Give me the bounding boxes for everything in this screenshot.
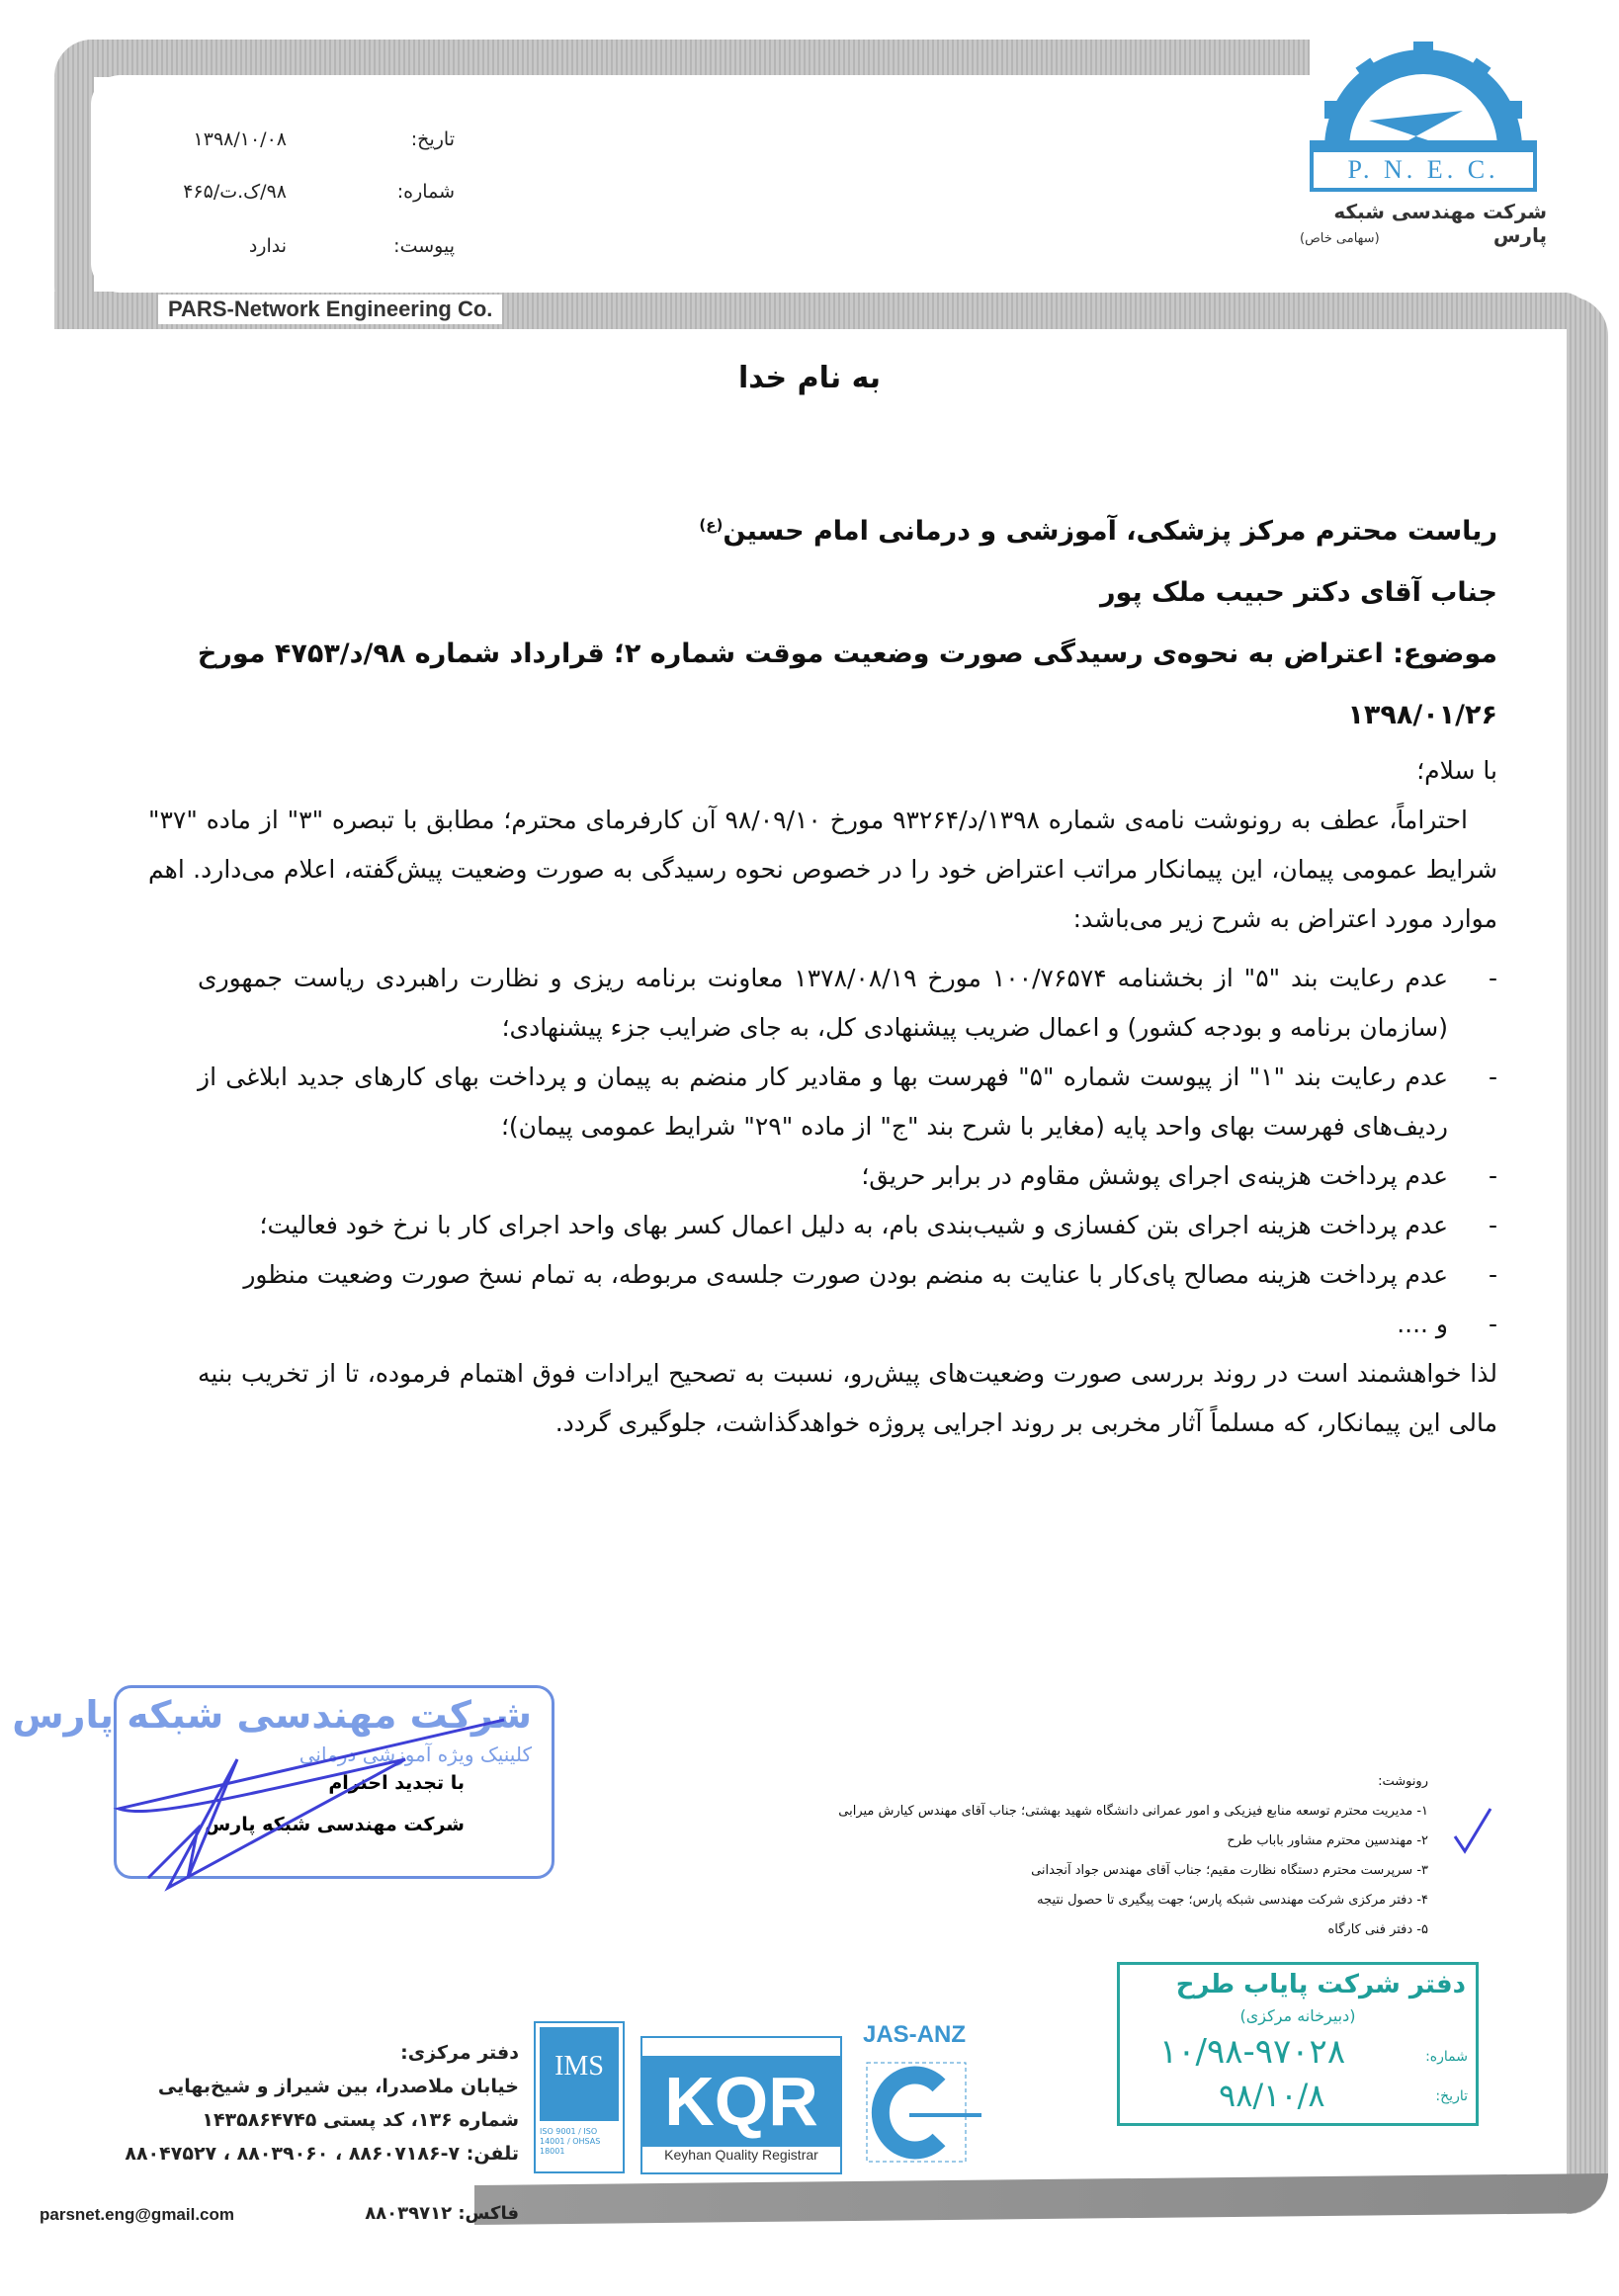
recipient-honorific: (ع) (699, 516, 724, 534)
page-frame-right (1567, 297, 1608, 2214)
number-value: ۹۸/ک.ت/۴۶۵ (183, 181, 287, 203)
cc-item: ۳- سرپرست محترم دستگاه نظارت مقیم؛ جناب آقای مهندس جواد آنجدانی (1031, 1863, 1428, 1878)
phone-numbers: تلفن: ۷-۸۸۶۰۷۱۸۶ ، ۸۸۰۳۹۰۶۰ ، ۸۸۰۴۷۵۲۷ (125, 2143, 519, 2165)
attachment-label: پیوست: (393, 235, 455, 257)
objection-list (148, 954, 1497, 1349)
kqr-sublabel: Keyhan Quality Registrar (664, 2147, 818, 2163)
company-type: (سهامی خاص) (1300, 231, 1380, 246)
objection-item: - عدم پرداخت هزینه اجرای بتن کفسازی و شیب‌بندی بام، به دلیل اعمال کسر بهای واحد اجرای کار با نرخ خود فعالیت؛ (198, 1201, 1497, 1250)
greeting: با سلام؛ (1416, 756, 1497, 785)
signer-name: شرکت مهندسی شبکه پارس (205, 1814, 465, 1835)
footer-band (474, 2173, 1608, 2225)
cc-list (692, 1767, 1428, 1945)
date-value: ۱۳۹۸/۱۰/۰۸ (193, 128, 287, 150)
office-label: دفتر مرکزی: (400, 2042, 519, 2064)
receiver-date-value: ۹۸/۱۰/۸ (1219, 2077, 1325, 2114)
stamp-line-2: کلینیک ویژه آموزشی درمانی (298, 1743, 532, 1766)
subject-date: ۱۳۹۸/۰۱/۲۶ (1347, 700, 1497, 730)
logo-abbrev: P. N. E. C. (1310, 148, 1537, 192)
subject-line: موضوع: اعتراض به نحوه‌ی رسیدگی صورت وضعیت موقت شماره ۲؛ قرارداد شماره ۹۸/د/۴۷۵۳ مورخ (197, 638, 1497, 669)
objection-item: - عدم پرداخت هزینه‌ی اجرای پوشش مقاوم در برابر حریق؛ (198, 1151, 1497, 1201)
receiver-number-value: ۱۰/۹۸-۹۷۰۲۸ (1159, 2032, 1346, 2072)
intro-paragraph: احتراماً، عطف به رونوشت نامه‌ی شماره ۱۳۹۸/د/۹۳۲۶۴ مورخ ۹۸/۰۹/۱۰ آن کارفرمای محترم؛ مطابق با تبصره "۳" از ماده "۳۷" شرایط عمومی پیمان، این پیمانکار مراتب اعتراض خود را در خصوص نحوه رسیدگی به صورت وضعیت پیش‌گفته، اعلام می‌دارد. اهم موارد مورد اعتراض به شرح زیر می‌باشد: (148, 806, 1497, 933)
receiver-stamp-subtitle: (دبیرخانه مرکزی) (1239, 2006, 1356, 2025)
signature-scribble (109, 1680, 563, 1898)
footer-address (10, 2036, 519, 2170)
date-label: تاریخ: (410, 128, 455, 150)
ims-label: IMS (540, 2027, 619, 2121)
company-name-fa: شرکت مهندسی شبکه پارس (1333, 200, 1547, 247)
email-link[interactable]: parsnet.eng@gmail.com (40, 2205, 235, 2224)
cc-item: ۲- مهندسین محترم مشاور باباب طرح (1227, 1833, 1428, 1848)
receiver-date-label: تاریخ: (1435, 2088, 1468, 2104)
kqr-label: KQR (642, 2056, 840, 2147)
ims-sublabel: ISO 9001 / ISO 14001 / OHSAS 18001 (540, 2127, 601, 2156)
regards-text: با تجدید احترام (328, 1772, 465, 1794)
cc-title: رونوشت: (1378, 1774, 1428, 1789)
cc-item: ۵- دفتر فنی کارگاه (1327, 1922, 1428, 1937)
objection-item: - عدم رعایت بند "۵" از بخشنامه ۱۰۰/۷۶۵۷۴ مورخ ۱۳۷۸/۰۸/۱۹ معاونت برنامه ریزی و نظارت راهبردی ریاست جمهوری (سازمان برنامه و بودجه کشور) و اعمال ضریب پیشنهادی کل، به جای ضرایب جزء پیشنهادی؛ (198, 954, 1497, 1053)
jas-anz-logo (865, 2061, 983, 2169)
fax-number: فاکس: ۸۸۰۳۹۷۱۲ (365, 2203, 519, 2224)
company-logo (1300, 42, 1547, 259)
receiver-stamp-title: دفتر شرکت پایاب طرح (1175, 1970, 1466, 1999)
letter-body (148, 494, 1497, 1448)
checkmark-icon (1453, 1807, 1492, 1856)
ims-certificate-logo (534, 2021, 625, 2173)
bismillah: به نام خدا (737, 361, 882, 395)
address-line-2: شماره ۱۳۶، کد پستی ۱۴۳۵۸۶۴۷۴۵ (202, 2109, 519, 2131)
stamp-line-1: شرکت مهندسی شبکه پارس (12, 1693, 532, 1737)
recipient-line-1 (148, 494, 1497, 562)
header-frame-left (54, 40, 94, 326)
letter-header (148, 494, 1497, 746)
receiver-number-label: شماره: (1425, 2049, 1468, 2065)
number-label: شماره: (396, 181, 455, 203)
jas-anz-label: JAS-ANZ (862, 2021, 966, 2048)
kqr-certificate-logo (640, 2036, 842, 2174)
company-name-en: PARS-Network Engineering Co. (158, 295, 502, 324)
cc-item: ۱- مدیریت محترم توسعه منابع فیزیکی و امور عمرانی دانشگاه شهید بهشتی؛ جناب آقای مهندس کیارش میرابی (838, 1804, 1428, 1819)
receiver-stamp (1117, 1962, 1479, 2126)
objection-item: - عدم رعایت بند "۱" از پیوست شماره "۵" فهرست بها و مقادیر کار منضم به پیمان و پرداخت بهای کارهای جدید ابلاغی از ردیف‌های فهرست بهای واحد پایه (مغایر با شرح بند "ج" از ماده "۲۹" شرایط عمومی پیمان)؛ (198, 1053, 1497, 1151)
header-frame-top (54, 40, 1310, 77)
cc-item: ۴- دفتر مرکزی شرکت مهندسی شبکه پارس؛ جهت پیگیری تا حصول نتیجه (1037, 1893, 1428, 1908)
address-line-1: خیابان ملاصدرا، بین شیراز و شیخ‌بهایی (157, 2076, 519, 2097)
recipient-line-2: جناب آقای دکتر حبیب ملک پور (1099, 577, 1497, 608)
recipient-title: ریاست محترم مرکز پزشکی، آموزشی و درمانی امام حسین (723, 516, 1497, 547)
objection-item: - عدم پرداخت هزینه مصالح پای‌کار با عنایت به منضم بودن صورت جلسه‌ی مربوطه، به تمام نسخ صورت وضعیت منظور (198, 1250, 1497, 1300)
objection-item: - و .... (198, 1300, 1497, 1349)
attachment-value: ندارد (248, 235, 287, 257)
closing-paragraph: لذا خواهشمند است در روند بررسی صورت وضعیت‌های پیش‌رو، نسبت به تصحیح ایرادات فوق اهتمام فرموده، تا از تخریب بنیه مالی این پیمانکار، که مسلماً آثار مخربی بر روند اجرایی پروژه خواهدگذاشت، جلوگیری گردد. (198, 1359, 1497, 1437)
